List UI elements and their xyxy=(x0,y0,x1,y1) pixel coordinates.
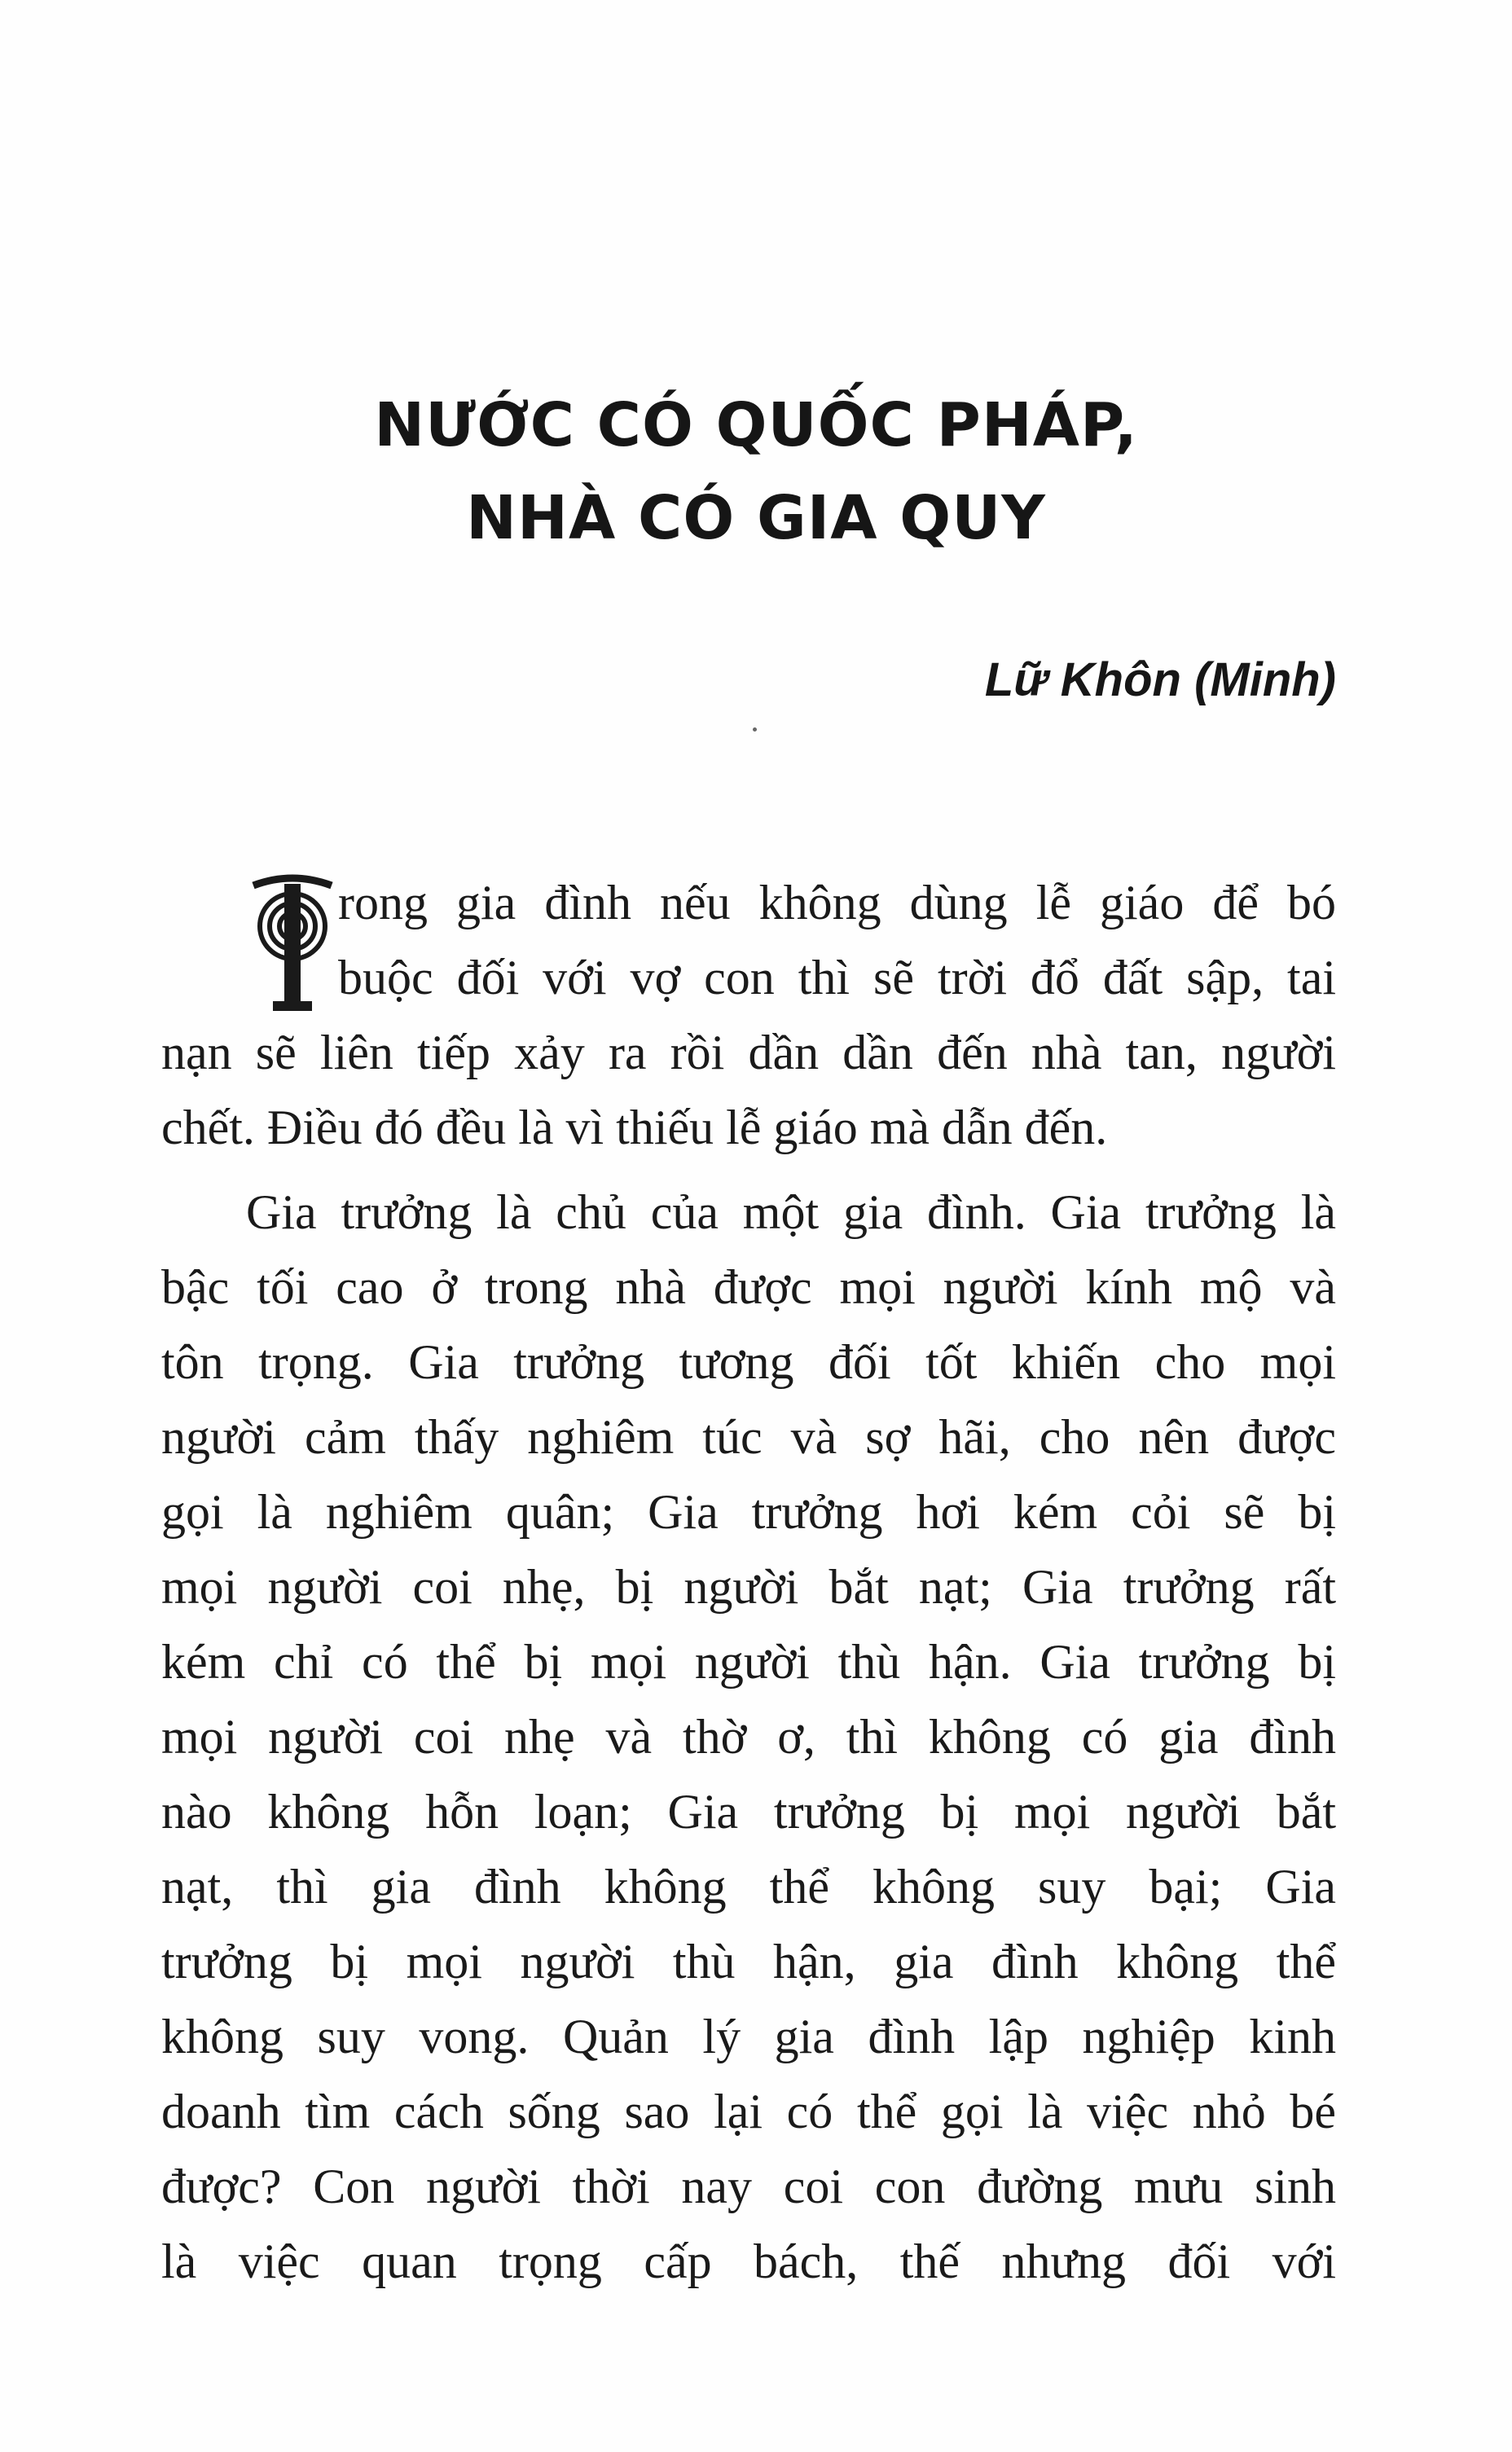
paragraph-2-line-15: là việc quan trọng cấp bách, thế nhưng đối với xyxy=(161,2234,1336,2288)
paragraph-2-line-5: gọi là nghiêm quân; Gia trưởng hơi kém cỏi sẽ bị xyxy=(161,1485,1336,1539)
paragraph-2-line-6: mọi người coi nhẹ, bị người bắt nạt; Gia trưởng rất xyxy=(161,1560,1336,1614)
paragraph-2-line-4: người cảm thấy nghiêm túc và sợ hãi, cho nên được xyxy=(161,1410,1336,1464)
author-attribution: Lữ Khôn (Minh) xyxy=(984,653,1336,706)
paragraph-2-line-9: nào không hỗn loạn; Gia trưởng bị mọi người bắt xyxy=(161,1785,1336,1839)
paragraph-2-line-13: doanh tìm cách sống sao lại có thể gọi là việc nhỏ bé xyxy=(161,2085,1336,2138)
paragraph-1-line-3: nạn sẽ liên tiếp xảy ra rồi dần dần đến nhà tan, người xyxy=(161,1026,1336,1079)
paragraph-2-line-14: được? Con người thời nay coi con đường mưu sinh xyxy=(161,2160,1336,2213)
paragraph-2-line-7: kém chỉ có thể bị mọi người thù hận. Gia trưởng bị xyxy=(161,1635,1336,1689)
paragraph-1-line-2: buộc đối với vợ con thì sẽ trời đổ đất sập, tai xyxy=(338,951,1336,1004)
paragraph-1-line-1: rong gia đình nếu không dùng lễ giáo để bó xyxy=(338,876,1336,929)
paragraph-2-line-1: Gia trưởng là chủ của một gia đình. Gia trưởng là xyxy=(246,1185,1336,1239)
print-speck xyxy=(753,727,757,732)
paragraph-2-line-3: tôn trọng. Gia trưởng tương đối tốt khiến cho mọi xyxy=(161,1335,1336,1389)
paragraph-2-line-8: mọi người coi nhẹ và thờ ơ, thì không có gia đình xyxy=(161,1710,1336,1764)
paragraph-2-line-10: nạt, thì gia đình không thể không suy bại; Gia xyxy=(161,1860,1336,1914)
paragraph-2-line-12: không suy vong. Quản lý gia đình lập nghiệp kinh xyxy=(161,2010,1336,2063)
paragraph-1-line-4: chết. Điều đó đều là vì thiếu lễ giáo mà dẫn đến. xyxy=(161,1101,1108,1154)
chapter-title-line-1: NƯỚC CÓ QUỐC PHÁP, xyxy=(374,390,1138,460)
drop-cap-t-ornament xyxy=(248,868,336,1014)
paragraph-2-line-11: trưởng bị mọi người thù hận, gia đình không thể xyxy=(161,1935,1336,1988)
chapter-title-line-2: NHÀ CÓ GIA QUY xyxy=(466,483,1046,553)
paragraph-2-line-2: bậc tối cao ở trong nhà được mọi người kính mộ và xyxy=(161,1260,1336,1314)
